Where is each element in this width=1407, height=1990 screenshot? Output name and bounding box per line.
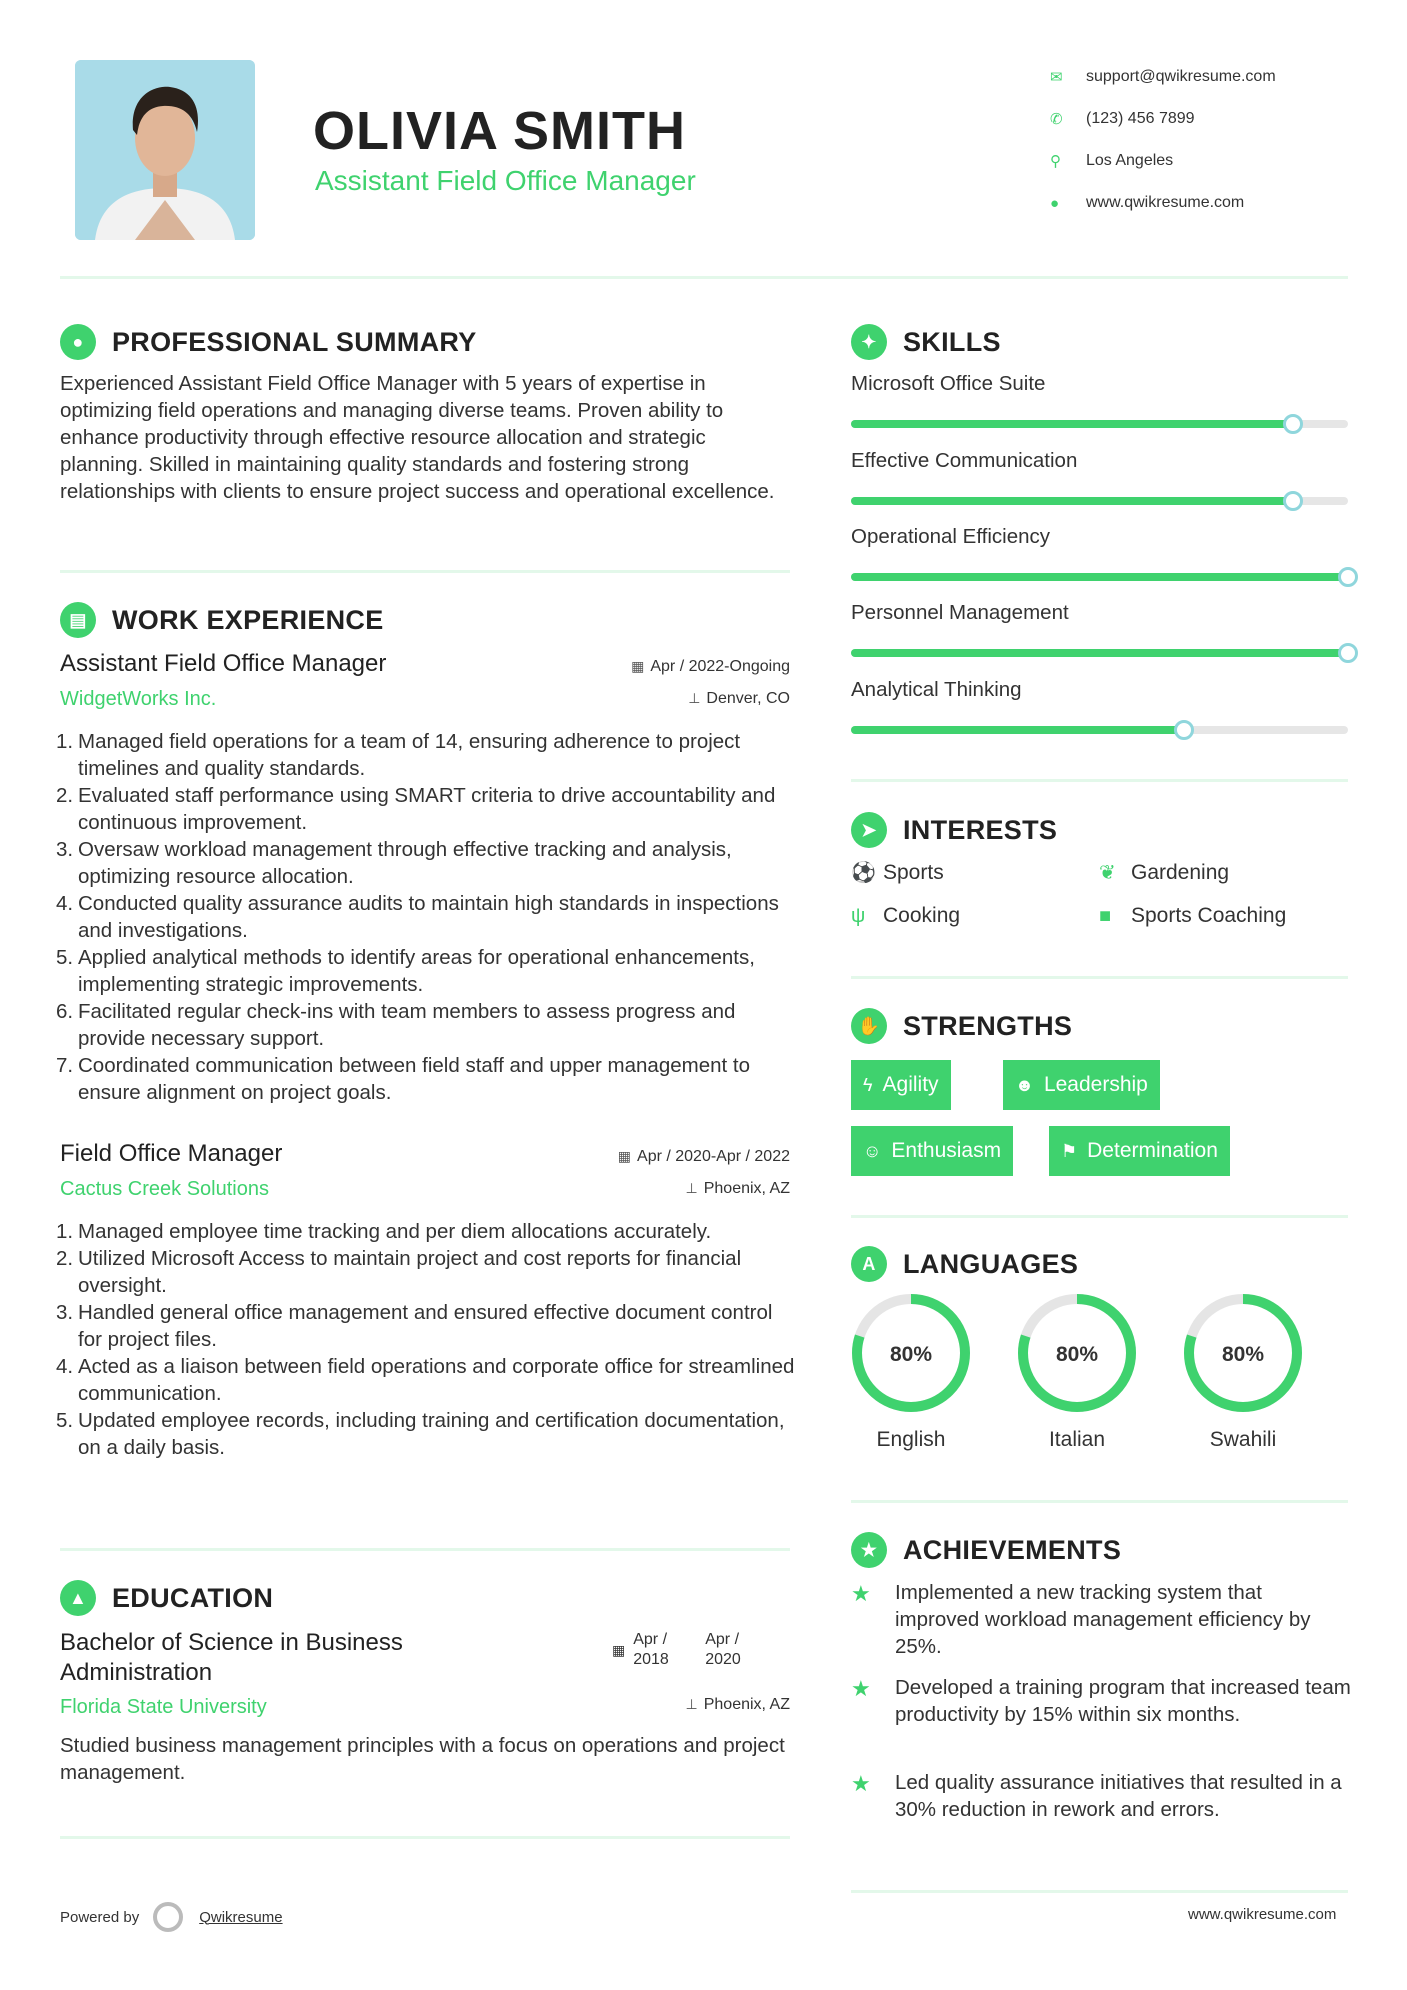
- skill-bar: [851, 726, 1348, 734]
- utensils-icon: ψ: [851, 904, 866, 927]
- globe-icon: ●: [1050, 194, 1060, 212]
- skills-divider: [851, 779, 1348, 782]
- list-item: Managed employee time tracking and per diem allocations accurately.: [78, 1220, 712, 1243]
- work-heading-text: WORK EXPERIENCE: [112, 604, 384, 635]
- skill-name: Personnel Management: [851, 601, 1069, 624]
- education-dates: [612, 1630, 777, 1670]
- list-item: Utilized Microsoft Access to maintain project and cost reports for financial oversight.: [78, 1247, 742, 1297]
- summary-heading-text: PROFESSIONAL SUMMARY: [112, 326, 477, 357]
- contact-website-text: www.qwikresume.com: [1086, 194, 1245, 211]
- achievements-heading-text: ACHIEVEMENTS: [903, 1534, 1122, 1565]
- calendar-icon: ▦: [612, 1642, 626, 1658]
- profile-photo: [75, 60, 255, 240]
- job-location: [688, 690, 790, 708]
- contact-location-text: Los Angeles: [1086, 152, 1174, 169]
- powered-by-text: Powered by: [60, 1908, 140, 1926]
- strength-tag: [851, 1126, 1013, 1176]
- language-item: [1016, 1292, 1138, 1452]
- contact-location: [1050, 140, 1276, 182]
- language-ring: [850, 1292, 972, 1414]
- interests-heading-text: INTERESTS: [903, 814, 1058, 845]
- skill-bar: [851, 573, 1348, 581]
- candidate-title: Assistant Field Office Manager: [315, 165, 696, 196]
- pin-icon: ⊥: [688, 690, 701, 706]
- skill-bar-knob: [1338, 567, 1358, 587]
- skill-bar-knob: [1283, 414, 1303, 434]
- strength-tag: [1003, 1060, 1160, 1110]
- job-title: Assistant Field Office Manager: [60, 650, 387, 677]
- strength-label: Determination: [1087, 1139, 1218, 1162]
- strength-label: Leadership: [1043, 1073, 1148, 1096]
- leaf-icon: ❦: [1099, 862, 1116, 884]
- job-dates: [618, 1148, 790, 1166]
- list-item: Applied analytical methods to identify areas for operational enhancements, implementing strategic improvements.: [78, 946, 755, 996]
- job-dates: [631, 658, 790, 676]
- achievement-text: Developed a training program that increased team productivity by 15% within six months.: [895, 1676, 1351, 1726]
- job-company: WidgetWorks Inc.: [60, 688, 217, 710]
- pin-icon: ⊥: [685, 1696, 698, 1712]
- education-heading: [60, 1580, 273, 1616]
- footer-powered: [60, 1902, 283, 1932]
- languages-heading: [851, 1246, 1078, 1282]
- lightbulb-icon: ✦: [851, 324, 887, 360]
- skill-name: Analytical Thinking: [851, 678, 1022, 701]
- achievements-heading: [851, 1532, 1121, 1568]
- skill-bar-fill: [851, 420, 1293, 428]
- candidate-name: OLIVIA SMITH: [313, 101, 686, 161]
- skill-name: Microsoft Office Suite: [851, 372, 1046, 395]
- star-icon: ★: [851, 1771, 871, 1796]
- language-name: Italian: [1048, 1428, 1106, 1451]
- interest-item: [1099, 860, 1229, 885]
- svg-text:80%: 80%: [1055, 1343, 1099, 1366]
- education-description: Studied business management principles with a focus on operations and project management.: [60, 1734, 785, 1784]
- achievements-divider: [851, 1890, 1348, 1893]
- skill-item: [851, 525, 1348, 581]
- brand-link[interactable]: Qwikresume: [199, 1908, 283, 1926]
- skill-bar: [851, 649, 1348, 657]
- interest-label: Sports Coaching: [1131, 904, 1287, 927]
- skill-item: [851, 372, 1348, 428]
- graduation-icon: ▲: [60, 1580, 96, 1616]
- soccer-ball-icon: ⚽: [851, 862, 876, 884]
- interest-label: Sports: [883, 860, 944, 884]
- job-location: [686, 1180, 790, 1198]
- school-name: Florida State University: [60, 1696, 267, 1718]
- interest-label: Gardening: [1131, 860, 1230, 884]
- hand-icon: ✋: [851, 1008, 887, 1044]
- strength-label: Enthusiasm: [891, 1139, 1002, 1162]
- language-ring: [1016, 1292, 1138, 1414]
- skill-name: Effective Communication: [851, 449, 1078, 472]
- list-item: Conducted quality assurance audits to maintain high standards in inspections and investigations.: [78, 892, 779, 942]
- skill-item: [851, 601, 1348, 657]
- job-dates-text: Apr / 2020-Apr / 2022: [637, 1148, 790, 1165]
- strengths-heading: [851, 1008, 1072, 1044]
- summary-heading: [60, 324, 477, 360]
- skill-bar: [851, 497, 1348, 505]
- strengths-heading-text: STRENGTHS: [903, 1010, 1073, 1041]
- language-name: English: [876, 1428, 946, 1451]
- skills-heading: [851, 324, 1001, 360]
- list-item: Managed field operations for a team of 14, ensuring adherence to project timelines and quality standards.: [78, 730, 741, 780]
- work-heading: [60, 602, 384, 638]
- contact-email[interactable]: [1050, 56, 1276, 98]
- skill-bar: [851, 420, 1348, 428]
- list-item: Handled general office management and ensured effective document control for project files.: [78, 1301, 773, 1351]
- footer-url[interactable]: www.qwikresume.com: [1188, 1906, 1337, 1923]
- qwikresume-logo-icon: [153, 1902, 183, 1932]
- flag-icon: ⚑: [1061, 1140, 1078, 1161]
- star-icon: ★: [851, 1581, 871, 1606]
- contact-phone: [1050, 98, 1276, 140]
- strengths-divider: [851, 1215, 1348, 1218]
- language-ring: [1182, 1292, 1304, 1414]
- interest-item: [851, 904, 960, 928]
- job-duties-list: [60, 1218, 800, 1461]
- summary-text: Experienced Assistant Field Office Manager with 5 years of expertise in optimizing field operations and managing diverse teams. Proven ability to enhance productivity through effective resource allocation and strategic planning. Skilled in maintaining quality standards and fostering strong relationships with clients to ensure project success and operational excellence.: [60, 372, 775, 503]
- education-location-text: Phoenix, AZ: [703, 1696, 790, 1713]
- education-heading-text: EDUCATION: [112, 1582, 274, 1613]
- language-name: Swahili: [1209, 1428, 1277, 1451]
- user-icon: ●: [60, 324, 96, 360]
- skill-bar-fill: [851, 649, 1348, 657]
- achievement-text: Implemented a new tracking system that improved workload management efficiency by 25%.: [895, 1581, 1311, 1658]
- skill-item: [851, 449, 1348, 505]
- job-location-text: Denver, CO: [706, 690, 790, 707]
- svg-text:80%: 80%: [1221, 1343, 1265, 1366]
- job-location-text: Phoenix, AZ: [703, 1180, 790, 1197]
- education-location: [686, 1696, 790, 1714]
- interest-label: Cooking: [883, 904, 961, 927]
- list-item: Oversaw workload management through effective tracking and analysis, optimizing resource allocation.: [78, 838, 732, 888]
- svg-text:80%: 80%: [889, 1343, 933, 1366]
- interest-item: [851, 860, 944, 885]
- languages-divider: [851, 1500, 1348, 1503]
- smile-icon: ☺: [863, 1140, 882, 1161]
- calendar-icon: ▦: [631, 658, 645, 674]
- contact-email-text: support@qwikresume.com: [1086, 68, 1276, 85]
- briefcase-icon: ▤: [60, 602, 96, 638]
- job-title: Field Office Manager: [60, 1140, 283, 1167]
- skill-bar-fill: [851, 497, 1293, 505]
- skill-item: [851, 678, 1348, 734]
- interests-divider: [851, 976, 1348, 979]
- star-icon: ★: [851, 1676, 871, 1701]
- calendar-icon: ▦: [617, 1148, 632, 1164]
- language-item: [1182, 1292, 1304, 1452]
- languages-heading-text: LANGUAGES: [903, 1248, 1079, 1279]
- work-divider: [60, 1548, 790, 1551]
- skill-bar-knob: [1338, 643, 1358, 663]
- education-divider: [60, 1836, 790, 1839]
- pin-icon: ⊥: [685, 1180, 698, 1196]
- interests-heading: [851, 812, 1057, 848]
- job-dates-text: Apr / 2022-Ongoing: [650, 658, 790, 675]
- skills-heading-text: SKILLS: [903, 326, 1001, 357]
- education-end: Apr / 2020: [705, 1631, 741, 1668]
- strength-label: Agility: [882, 1073, 939, 1096]
- achievement-item: [851, 1769, 1351, 1823]
- language-icon: A: [851, 1246, 887, 1282]
- strength-tag: [851, 1060, 951, 1110]
- contact-block: [1050, 56, 1276, 224]
- education-start: Apr / 2018: [633, 1631, 669, 1668]
- map-pin-icon: ⚲: [1050, 153, 1061, 170]
- language-item: [850, 1292, 972, 1452]
- bolt-icon: ϟ: [863, 1074, 873, 1095]
- users-icon: ☻: [1015, 1074, 1034, 1095]
- summary-divider: [60, 570, 790, 573]
- achievement-text: Led quality assurance initiatives that resulted in a 30% reduction in rework and errors.: [895, 1771, 1342, 1821]
- briefcase-icon: ■: [1099, 904, 1112, 927]
- skill-bar-fill: [851, 726, 1184, 734]
- achievement-item: [851, 1579, 1351, 1660]
- skill-bar-knob: [1283, 491, 1303, 511]
- contact-phone-text: (123) 456 7899: [1086, 110, 1195, 127]
- header-divider: [60, 276, 1348, 279]
- list-item: Updated employee records, including training and certification documentation, on a daily basis.: [78, 1409, 785, 1459]
- skill-bar-knob: [1174, 720, 1194, 740]
- skill-name: Operational Efficiency: [851, 525, 1051, 548]
- star-badge-icon: ★: [851, 1532, 887, 1568]
- list-item: Acted as a liaison between field operations and corporate office for streamlined communication.: [78, 1355, 795, 1405]
- list-item: Evaluated staff performance using SMART criteria to drive accountability and continuous improvement.: [78, 784, 776, 834]
- job-duties-list: [60, 728, 800, 1106]
- list-item: Coordinated communication between field staff and upper management to ensure alignment on project goals.: [78, 1054, 750, 1104]
- job-company: Cactus Creek Solutions: [60, 1178, 269, 1200]
- paper-plane-icon: ➤: [851, 812, 887, 848]
- achievement-item: [851, 1674, 1351, 1728]
- list-item: Facilitated regular check-ins with team members to assess progress and provide necessary support.: [78, 1000, 736, 1050]
- strength-tag: [1049, 1126, 1230, 1176]
- interest-item: [1099, 904, 1286, 928]
- envelope-icon: ✉: [1050, 69, 1063, 86]
- skill-bar-fill: [851, 573, 1348, 581]
- degree-title: Bachelor of Science in Business Administration: [60, 1629, 403, 1686]
- phone-icon: ✆: [1050, 111, 1063, 128]
- contact-website[interactable]: [1050, 182, 1276, 224]
